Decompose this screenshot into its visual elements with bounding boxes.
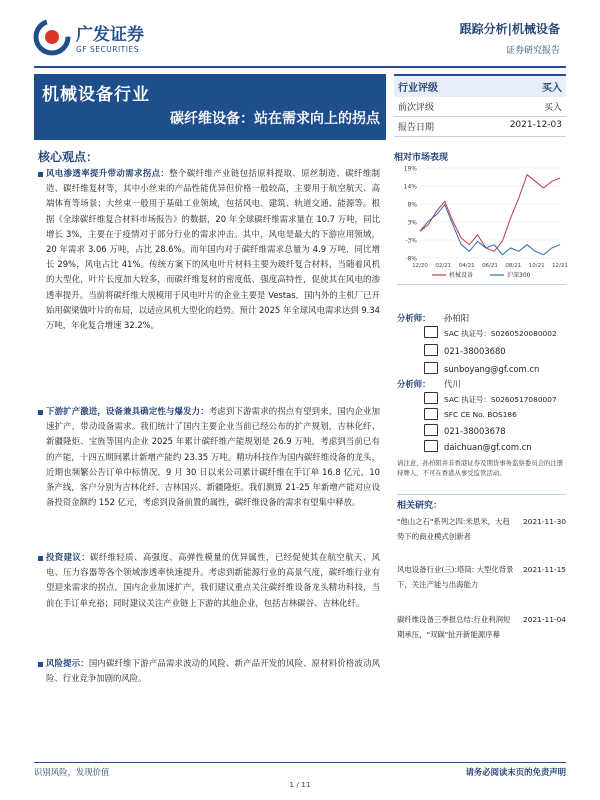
related-item-title[interactable]: 碳纤维设备三季报总结:行业利润短期承压，"双碳"扯开新能源序幕 (397, 615, 511, 639)
related-item-title[interactable]: "他山之石"系列之四:米思米，大趋势下的商业模式创新者 (397, 517, 510, 541)
related-item[interactable] (397, 612, 566, 642)
analyst-2-cece: SFC CE No. BOS186 (444, 410, 517, 419)
section-divider (397, 494, 566, 495)
core-views-title: 核心观点： (38, 150, 99, 164)
bullet-square-icon (38, 410, 43, 415)
bullet-body: 碳纤维轻质、高强度、高弹性模量的优异属性，已经促使其在航空航天、风电、压力容器等各个领域渗透率快速提升。考虑到新能源行业的高景气度，碳纤维行业有望迎来需求的拐点，国内企业加速扩产，我们建议重点关注碳纤维设备龙头精功科技，当前在手订单充裕；同时建议关注产业链上下游的其他企业，包括吉林碳谷、吉林化纤。 (46, 552, 381, 608)
gf-securities-logo (34, 18, 204, 56)
legend-label-machinery: 机械设备 (449, 272, 474, 279)
x-tick-label: 12/20 (412, 263, 428, 269)
related-item-date: 2021-11-15 (523, 565, 566, 574)
y-tick-label: -3% (405, 237, 417, 245)
y-tick-label: 3% (407, 219, 417, 227)
x-tick-label: 08/21 (505, 263, 522, 269)
rating-row (394, 74, 566, 97)
certificate-icon (424, 392, 438, 404)
analyst-2-phone: 021-38003678 (444, 426, 506, 436)
report-type: 跟踪分析|机械设备 (459, 22, 560, 36)
y-tick-label: 19% (403, 165, 417, 173)
related-item-date: 2021-11-30 (523, 517, 566, 526)
x-tick-label: 12/21 (552, 263, 568, 269)
y-tick-label: -8% (405, 255, 417, 263)
bullet-wind-power (46, 166, 380, 333)
footer-slogan: 识别风险，发现价值 (34, 767, 110, 777)
relative-market-chart (394, 162, 566, 282)
report-sub: 证券研究报告 (505, 46, 560, 56)
related-item-date: 2021-11-04 (523, 615, 566, 624)
footer-disclaimer: 请务必阅读末页的免责声明 (465, 767, 566, 777)
x-tick-label: 10/21 (528, 263, 545, 269)
bullet-head: 投资建议： (46, 552, 91, 562)
bullet-square-icon (38, 172, 43, 177)
analyst-2-cert: SAC 执证号：S0260517080007 (444, 395, 557, 404)
analyst-1-cert: SAC 执证号：S0260520080002 (444, 329, 557, 338)
x-tick-label: 04/21 (458, 263, 475, 269)
analyst-label: 分析师： (397, 313, 431, 323)
analyst-1-email[interactable]: sunboyang@gf.com.cn (444, 364, 540, 374)
bullet-risk (46, 656, 380, 686)
logo-cn-text: 广发证券 (76, 25, 144, 45)
prev-rating-value: 买入 (543, 103, 562, 113)
analyst-2-name: 代川 (444, 379, 461, 389)
bullet-body: 国内碳纤维下游产品需求波动的风险、新产品开发的风险、原材料价格波动风险、行业竞争加剧的风险。 (46, 658, 381, 684)
rating-box (394, 74, 566, 137)
market-chart-title: 相对市场表现 (394, 153, 449, 163)
analyst-1-name: 孙柏阳 (444, 313, 470, 323)
bullet-square-icon (38, 556, 43, 561)
related-item-title[interactable]: 风电设备行业(三):塔筒: 大型化背景下，关注产能与出海能力 (397, 565, 514, 589)
related-research-title: 相关研究： (397, 501, 443, 511)
report-date-row (394, 117, 566, 137)
email-icon (424, 362, 438, 374)
report-type-header (460, 20, 560, 56)
legend-label-csi300: 沪深300 (507, 272, 531, 279)
certificate-icon (424, 408, 438, 420)
analyst-1-phone: 021-38003680 (444, 346, 506, 356)
report-title: 碳纤维设备：站在需求向上的拐点 (170, 111, 380, 127)
email-icon (424, 440, 438, 452)
bullet-body: 考虑到下游需求的拐点有望到来，国内企业加速扩产，带动设备需求。我们统计了国内主要企业当前已经公布的扩产规划，吉林化纤、新疆隆炬、宝旌等国内企业 2025 年累计碳纤维产能规划是 26.9 万吨，考虑到当前已有的产能，十四五期间累计新增产能约 23.35 万吨。精功科技作为国内碳纤维设备的龙头，近期也频繁公告订单中标情况，9 月 30 日以来公司累计碳纤维在手订单 16.8 亿元，10 条产线，客户分别为吉林化纤、吉林国兴、新疆隆炬。我们测算 21-25 年新增产能对应设备投资金额约 152 亿元，考虑到设备前置的属性，碳纤维设备的需求有望集中释放。 (46, 406, 380, 508)
certificate-icon (424, 326, 438, 338)
report-date-label: 报告日期 (398, 123, 435, 133)
prev-rating-label: 前次评级 (398, 103, 435, 113)
bullet-head: 风险提示： (46, 658, 89, 668)
phone-icon (424, 344, 438, 356)
analyst-label: 分析师： (397, 379, 431, 389)
bullet-body: 整个碳纤维产业链包括原料提取、原丝制造、碳纤维制造、碳纤维复材等，其中小丝束的产品性能优异但价格一般较高，主要用于航空航天、高端体育等场景；大丝束一般用于基础工业领域，包括风电、建筑、轨道交通、能源等。根据《全球碳纤维复合材料市场报告》的数据，20 年全球碳纤维需求量在 10.7 万吨，同比增长 3%，主要在于疫情对于部分行业的需求冲击。其中，风电是最大的下游应用领域，20 年需求 3.06 万吨，占比 28.6%。而年国内对于碳纤维需求总量为 4.9 万吨，同比增长 29%，风电占比 41%。传统方案下的风电叶片材料主要为玻纤复合材料，当随着风机的大型化，叶片长度加大较多，而碳纤维复材的密度低、强度高特性，促使其在风电的渗透率提升。当前将碳纤维大规模用于风电叶片的企业主要是 Vestas，国内外的主机厂已开始用碳梁做叶片的布局，以适应风机大型化的趋势。预计 2025 年全球风电需求达到 9.34 万吨，年化复合增速 32.2%。 (46, 168, 381, 331)
prev-rating-row (394, 97, 566, 117)
bullet-capacity-expansion (46, 404, 380, 510)
x-tick-label: 06/21 (482, 263, 498, 269)
y-tick-label: 8% (407, 201, 417, 209)
related-item[interactable] (397, 514, 566, 544)
x-tick-label: 02/21 (435, 263, 452, 269)
rating-value: 买入 (542, 83, 562, 94)
phone-icon (424, 424, 438, 436)
y-tick-label: 14% (403, 183, 417, 191)
bullet-square-icon (38, 662, 43, 667)
rating-label: 行业评级 (398, 83, 438, 94)
page-number: 1 / 11 (289, 780, 311, 789)
header-divider (34, 66, 566, 68)
analyst-disclaimer: 请注意，孙柏阳并非香港证券及期货事务监察委员会的注册持牌人，不可在香港从事受监管活动。 (397, 459, 564, 477)
bullet-head: 风电渗透率提升带动需求拐点： (46, 168, 170, 178)
series-line-csi300 (420, 205, 560, 255)
related-item[interactable] (397, 562, 566, 592)
sector-title: 机械设备行业 (42, 85, 150, 105)
analyst-2-email[interactable]: daichuan@gf.com.cn (444, 442, 532, 452)
report-date-value: 2021-12-03 (509, 120, 562, 130)
bullet-head: 下游扩产激进，设备兼具确定性与爆发力： (46, 406, 209, 416)
footer-divider (34, 762, 566, 763)
bullet-investment-advice (46, 550, 380, 611)
section-divider (397, 284, 566, 285)
logo-en-text: GF SECURITIES (76, 45, 139, 54)
